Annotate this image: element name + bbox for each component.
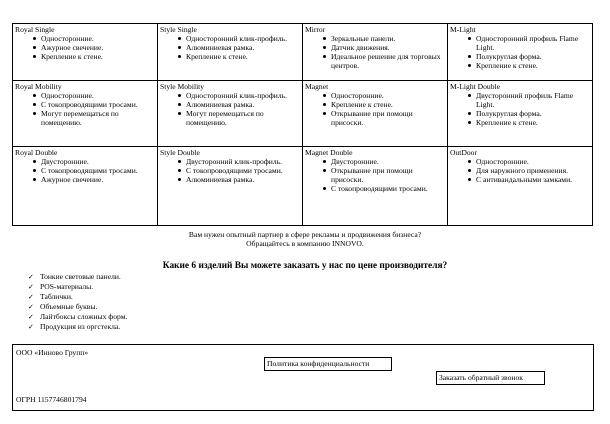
products-row	[13, 147, 593, 226]
product-name: M-Light	[450, 25, 476, 34]
product-feature: Двусторонние.	[323, 157, 445, 166]
product-feature: Открывание при помощи присоски.	[323, 166, 445, 184]
product-feature: Полукруглая форма.	[468, 52, 590, 61]
company-name: ООО «Инново Групп»	[16, 348, 89, 357]
product-feature: Односторонние.	[468, 157, 590, 166]
callback-button[interactable]: Заказать обратный звонок	[436, 371, 545, 385]
product-feature: Двусторонний клик-профиль.	[178, 157, 300, 166]
product-cell	[13, 81, 158, 147]
product-feature: Односторонний профиль Flame Light.	[468, 34, 590, 52]
product-features	[15, 34, 155, 61]
products-row	[13, 81, 593, 147]
cta-question: Вам нужен опытный партнер в сфере рекламы и продвижения бизнеса?	[188, 230, 422, 239]
product-features	[160, 157, 300, 184]
product-feature: Для наружного применения.	[468, 166, 590, 175]
product-feature: Крепление к стене.	[468, 61, 590, 70]
product-features	[160, 91, 300, 127]
product-features	[450, 34, 590, 70]
checklist-item: ✓ Объемные буквы.	[28, 302, 127, 312]
product-name: Mirror	[305, 25, 326, 34]
product-feature: Зеркальные панели.	[323, 34, 445, 43]
product-feature: Открывание при помощи присоски.	[323, 109, 445, 127]
product-name: OutDoor	[450, 148, 477, 157]
privacy-policy-button[interactable]: Политика конфиденциальности	[264, 357, 392, 371]
product-cell	[13, 147, 158, 226]
product-feature: С токопроводящими тросами.	[33, 166, 155, 175]
footer	[12, 344, 594, 411]
products-heading: Какие 6 изделий Вы можете заказать у нас по цене производителя?	[162, 261, 448, 271]
product-name: Royal Double	[15, 148, 58, 157]
product-features	[305, 157, 445, 193]
product-cell	[158, 24, 303, 81]
product-feature: Односторонний клик-профиль.	[178, 34, 300, 43]
product-feature: Алюминиевая рамка.	[178, 43, 300, 52]
product-features	[15, 157, 155, 184]
product-feature: Крепление к стене.	[33, 52, 155, 61]
product-feature: Двусторонний профиль Flame Light.	[468, 91, 590, 109]
cta-contact: Обращайтесь в компанию INNOVO.	[246, 239, 364, 248]
checklist-item: ✓ Лайтбоксы сложных форм.	[28, 312, 127, 322]
product-cell	[303, 147, 448, 226]
product-name: M-Light Double	[450, 82, 500, 91]
product-name: Magnet	[305, 82, 329, 91]
product-cell	[303, 81, 448, 147]
product-features	[450, 157, 590, 184]
product-features	[305, 34, 445, 70]
product-feature: Ажурное свечение.	[33, 175, 155, 184]
product-feature: Ажурное свечение.	[33, 43, 155, 52]
product-name: Style Single	[160, 25, 197, 34]
product-cell	[448, 147, 593, 226]
product-feature: Могут перемещаться по помещению.	[33, 109, 155, 127]
products-table	[12, 23, 593, 226]
product-cell	[158, 81, 303, 147]
product-features	[160, 34, 300, 61]
product-features	[450, 91, 590, 127]
product-cell	[13, 24, 158, 81]
product-feature: Алюминиевая рамка.	[178, 175, 300, 184]
ogrn-number: ОГРН 1157746801794	[16, 395, 87, 404]
product-feature: Односторонний клик-профиль.	[178, 91, 300, 100]
product-cell	[448, 24, 593, 81]
product-feature: Могут перемещаться по помещению.	[178, 109, 300, 127]
product-feature: Полукруглая форма.	[468, 109, 590, 118]
product-feature: Крепление к стене.	[468, 118, 590, 127]
product-feature: С токопроводящими тросами.	[323, 184, 445, 193]
product-feature: Односторонние.	[33, 91, 155, 100]
product-name: Style Mobility	[160, 82, 205, 91]
product-feature: Датчик движения.	[323, 43, 445, 52]
product-feature: Односторонние.	[323, 91, 445, 100]
product-cell	[303, 24, 448, 81]
product-name: Royal Single	[15, 25, 55, 34]
product-features	[305, 91, 445, 127]
product-feature: С токопроводящими тросами.	[178, 166, 300, 175]
checklist-item: ✓ Таблички.	[28, 292, 127, 302]
product-name: Style Double	[160, 148, 200, 157]
product-checklist	[28, 272, 127, 332]
product-cell	[158, 147, 303, 226]
product-cell	[448, 81, 593, 147]
checklist-item: ✓ POS-материалы.	[28, 282, 127, 292]
product-feature: Односторонние.	[33, 34, 155, 43]
product-feature: Алюминиевая рамка.	[178, 100, 300, 109]
product-feature: Крепление к стене.	[178, 52, 300, 61]
cta-block	[0, 230, 610, 248]
checklist-item: ✓ Тонкие световые панели.	[28, 272, 127, 282]
products-row	[13, 24, 593, 81]
product-name: Royal Mobility	[15, 82, 62, 91]
product-features	[15, 91, 155, 127]
product-feature: Крепление к стене.	[323, 100, 445, 109]
product-feature: Идеальное решение для торговых центров.	[323, 52, 445, 70]
product-feature: С токопроводящими тросами.	[33, 100, 155, 109]
product-feature: С антивандальными замками.	[468, 175, 590, 184]
product-name: Magnet Double	[305, 148, 353, 157]
checklist-item: ✓ Продукция из оргстекла.	[28, 322, 127, 332]
products-table-body	[13, 24, 593, 226]
product-feature: Двусторонние.	[33, 157, 155, 166]
